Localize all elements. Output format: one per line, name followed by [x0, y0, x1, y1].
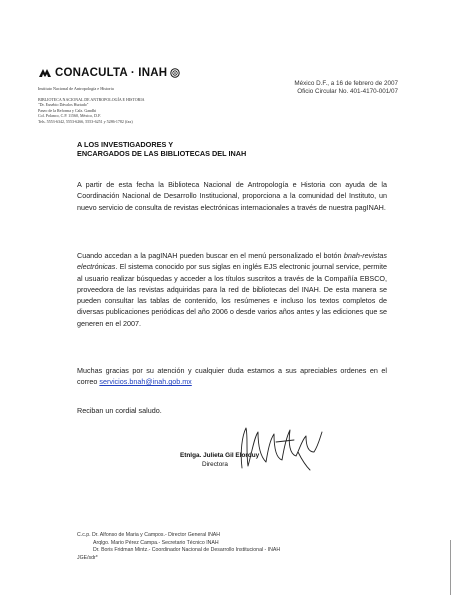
- address-line: BIBLIOTECA NACIONAL DE ANTROPOLOGÍA E HISTORIA: [38, 97, 145, 102]
- signer-role: Directora: [202, 461, 228, 469]
- paragraph-intro: A partir de esta fecha la Biblioteca Nacional de Antropología e Historia con ayuda de la Coordinación Nacional de Desarrollo Institucional, proporciona a la comunidad del Instituto, un nuevo servicio de consulta de revistas electrónicas internacionales a través de nuestra pagINAH.: [77, 180, 387, 212]
- carbon-copy-list: [77, 532, 280, 562]
- cc-row: [77, 532, 280, 540]
- letter-date: México D.F., a 16 de febrero de 2007: [294, 80, 398, 87]
- address-line: Col. Polanco, C.P. 11560, México, D.F.: [38, 113, 101, 119]
- paragraph-text: Muchas gracias por su atención y cualquier duda estamos a sus apreciables ordenes en el correo: [77, 366, 387, 387]
- cc-label: C.c.p.: [77, 532, 91, 538]
- typist-initials: JGE/sdr*: [77, 554, 98, 561]
- address-line: Tels. 5553-6342, 5553-6266, 5553-6251 y 5286-1782 (fax): [38, 118, 133, 124]
- button-name-reference: bnah-revistas electrónicas: [77, 251, 387, 272]
- closing-greeting: Reciban un cordial saludo.: [77, 406, 162, 415]
- paragraph-access: [77, 250, 387, 329]
- address-line: "Dr. Eusebio Dávalos Hurtado": [38, 102, 89, 108]
- inah-seal-icon: [170, 68, 180, 78]
- signer-name: [180, 451, 259, 460]
- conaculta-mark-icon: [38, 68, 52, 78]
- institute-name: Instituto Nacional de Antropología e Historia: [38, 86, 114, 91]
- signer-fullname: Julieta Gil Elorduy: [203, 452, 260, 459]
- signer-block: [180, 451, 259, 470]
- cc-recipient: Dr. Alfonso de Maria y Campos.- Director General INAH: [92, 532, 221, 538]
- paragraph-text: Cuando accedan a la pagINAH pueden buscar en el menú personalizado el botón: [77, 251, 344, 260]
- cc-recipient: Dr. Boris Fridman Mintz.- Coordinador Nacional de Desarrollo Institucional - INAH: [93, 547, 281, 554]
- paragraph-contact: [77, 365, 387, 388]
- recipient-line: A LOS INVESTIGADORES Y: [77, 140, 174, 149]
- conaculta-inah-logo: [38, 67, 180, 79]
- address-line: Paseo de la Reforma y Calz. Gandhi: [38, 107, 97, 113]
- cc-recipient: Arqlgo. Mario Pérez Campa.- Secretario Técnico INAH: [93, 539, 219, 546]
- library-address: [38, 97, 145, 124]
- circular-reference: Oficio Circular No. 401-4170-001/07: [297, 88, 398, 95]
- paragraph-text: . El sistema conocido por sus siglas en inglés EJS electronic journal service, permite al usuario realizar búsquedas y acceder a los títulos suscritos a través de la Compañía EBSCO, proveedora de las revistas adquiridas para la red de bibliotecas del INAH. De esta manera se pueden consultar las tablas de contenido, los resúmenes e incluso los textos completos de diversas publicaciones periódicas del año 2006 o desde varios años antes y las ediciones que se generen en el 2007.: [77, 262, 387, 328]
- email-link[interactable]: servicios.bnah@inah.gob.mx: [99, 377, 192, 387]
- scan-edge-line: [450, 540, 451, 595]
- signer-title: Etnlga.: [180, 452, 204, 459]
- dateline: [294, 80, 398, 96]
- recipient-line: ENCARGADOS DE LAS BIBLIOTECAS DEL INAH: [77, 149, 247, 159]
- recipient-heading: [77, 140, 246, 159]
- logo-text: CONACULTA · INAH: [55, 67, 168, 79]
